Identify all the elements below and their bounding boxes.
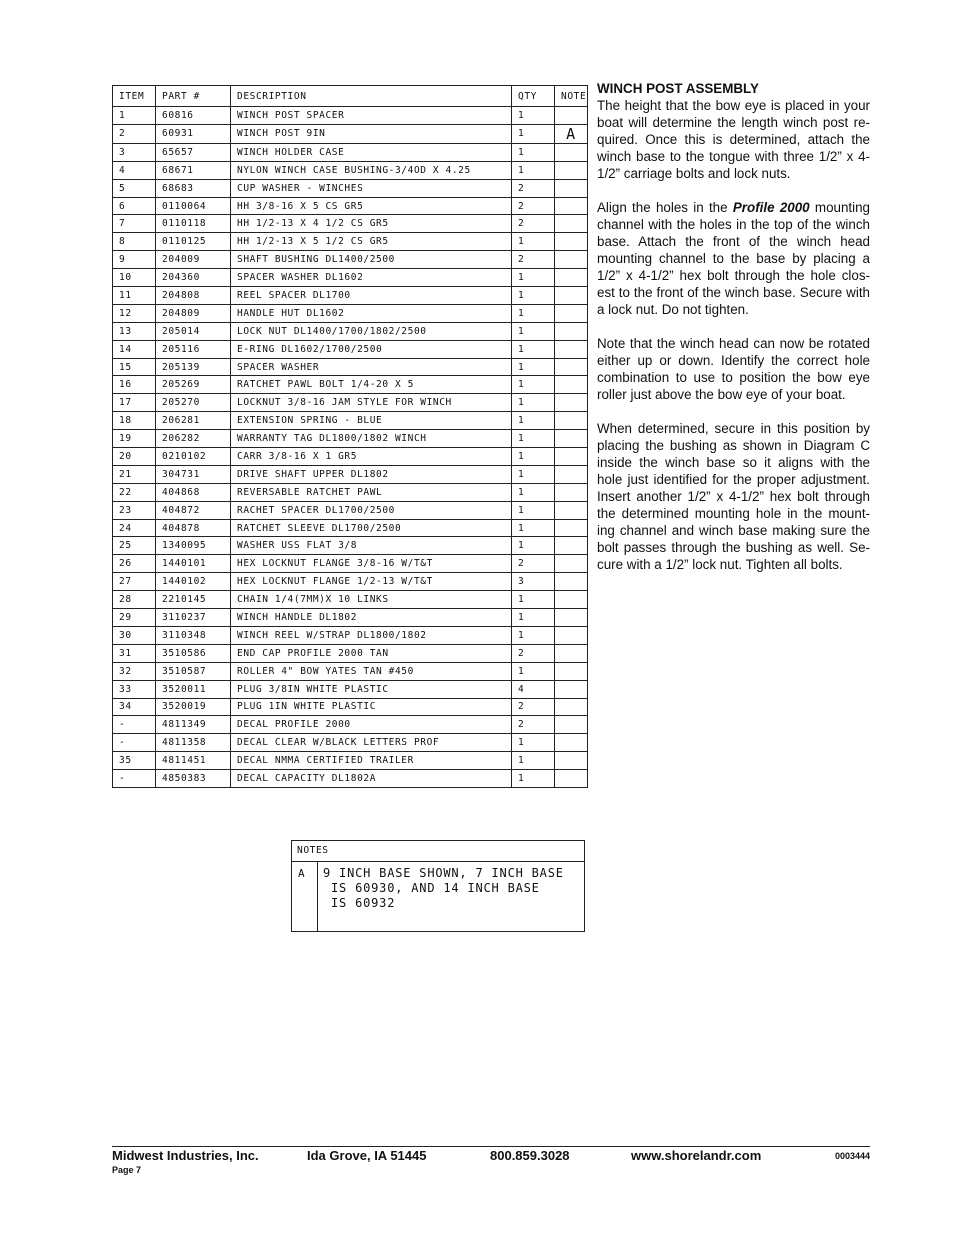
cell-qty: 2 (512, 698, 555, 716)
cell-note (555, 376, 588, 394)
cell-description: SPACER WASHER (231, 358, 512, 376)
footer-city: Ida Grove, IA 51445 (307, 1148, 427, 1163)
cell-note (555, 734, 588, 752)
cell-item: 3 (113, 143, 156, 161)
notes-header: NOTES (292, 841, 584, 862)
cell-description: RATCHET PAWL BOLT 1/4-20 X 5 (231, 376, 512, 394)
cell-note (555, 179, 588, 197)
header-part-number: PART # (156, 86, 231, 107)
table-row (113, 143, 588, 161)
cell-item: 10 (113, 269, 156, 287)
cell-qty: 1 (512, 124, 555, 143)
cell-description: LOCK NUT DL1400/1700/1802/2500 (231, 322, 512, 340)
table-row (113, 483, 588, 501)
cell-note (555, 716, 588, 734)
cell-item: 25 (113, 537, 156, 555)
cell-description: DECAL PROFILE 2000 (231, 716, 512, 734)
cell-description: ROLLER 4" BOW YATES TAN #450 (231, 662, 512, 680)
instructions-paragraph-1: The height that the bow eye is placed in your boat will determine the length winch post re-quired. Once this is determined, attach the winch base to the tongue with three 1/2” x 4-1/2” carriage bolts and lock nuts. (597, 98, 870, 181)
instructions-paragraph-3: Note that the winch head can now be rotated either up or down. Identify the correct hole combination to use to position the bow eye roller just above the bow eye of your boat. (597, 336, 870, 402)
cell-item: 35 (113, 752, 156, 770)
cell-item: 28 (113, 591, 156, 609)
table-row (113, 376, 588, 394)
cell-item: 33 (113, 680, 156, 698)
cell-description: HANDLE HUT DL1602 (231, 304, 512, 322)
cell-qty: 1 (512, 537, 555, 555)
cell-qty: 1 (512, 143, 555, 161)
cell-description: E-RING DL1602/1700/2500 (231, 340, 512, 358)
cell-note (555, 107, 588, 125)
cell-item: 20 (113, 448, 156, 466)
cell-qty: 1 (512, 412, 555, 430)
cell-item: 26 (113, 555, 156, 573)
cell-part-number: 404878 (156, 519, 231, 537)
cell-part-number: 205139 (156, 358, 231, 376)
cell-description: DECAL NMMA CERTIFIED TRAILER (231, 752, 512, 770)
cell-note (555, 358, 588, 376)
table-row (113, 304, 588, 322)
cell-item: 16 (113, 376, 156, 394)
cell-qty: 2 (512, 555, 555, 573)
cell-description: WINCH HOLDER CASE (231, 143, 512, 161)
cell-description: WINCH POST SPACER (231, 107, 512, 125)
parts-table-body (113, 107, 588, 788)
cell-part-number: 4850383 (156, 770, 231, 788)
cell-qty: 1 (512, 376, 555, 394)
cell-note (555, 161, 588, 179)
cell-item: 31 (113, 644, 156, 662)
cell-note (555, 662, 588, 680)
table-row (113, 734, 588, 752)
table-row (113, 698, 588, 716)
table-row (113, 161, 588, 179)
table-row (113, 770, 588, 788)
cell-note (555, 501, 588, 519)
notes-row (292, 862, 584, 931)
cell-qty: 1 (512, 107, 555, 125)
footer-divider (112, 1146, 870, 1147)
table-row (113, 107, 588, 125)
cell-part-number: 1340095 (156, 537, 231, 555)
cell-note (555, 251, 588, 269)
cell-item: 24 (113, 519, 156, 537)
cell-part-number: 206281 (156, 412, 231, 430)
cell-item: 34 (113, 698, 156, 716)
cell-item: 1 (113, 107, 156, 125)
cell-note (555, 644, 588, 662)
header-item: ITEM (113, 86, 156, 107)
cell-description: PLUG 1IN WHITE PLASTIC (231, 698, 512, 716)
table-row (113, 124, 588, 143)
cell-note (555, 555, 588, 573)
cell-note (555, 322, 588, 340)
cell-part-number: 205116 (156, 340, 231, 358)
table-row (113, 501, 588, 519)
cell-description: WINCH HANDLE DL1802 (231, 609, 512, 627)
table-row (113, 573, 588, 591)
cell-item: - (113, 734, 156, 752)
table-row (113, 609, 588, 627)
cell-part-number: 4811349 (156, 716, 231, 734)
cell-item: 5 (113, 179, 156, 197)
cell-note (555, 143, 588, 161)
cell-description: DECAL CAPACITY DL1802A (231, 770, 512, 788)
cell-item: 11 (113, 287, 156, 305)
cell-qty: 1 (512, 161, 555, 179)
table-row (113, 662, 588, 680)
cell-description: HH 1/2-13 X 4 1/2 CS GR5 (231, 215, 512, 233)
cell-part-number: 3520011 (156, 680, 231, 698)
cell-note (555, 233, 588, 251)
cell-item: 2 (113, 124, 156, 143)
cell-note (555, 412, 588, 430)
table-row (113, 251, 588, 269)
cell-part-number: 205269 (156, 376, 231, 394)
cell-note (555, 537, 588, 555)
cell-item: 29 (113, 609, 156, 627)
cell-item: 8 (113, 233, 156, 251)
cell-note (555, 752, 588, 770)
cell-item: 9 (113, 251, 156, 269)
cell-part-number: 0210102 (156, 448, 231, 466)
cell-description: HEX LOCKNUT FLANGE 1/2-13 W/T&T (231, 573, 512, 591)
paragraph-2-start: Align the holes in the (597, 200, 733, 215)
cell-item: 13 (113, 322, 156, 340)
header-description: DESCRIPTION (231, 86, 512, 107)
cell-description: CARR 3/8-16 X 1 GR5 (231, 448, 512, 466)
cell-part-number: 0110118 (156, 215, 231, 233)
cell-description: SPACER WASHER DL1602 (231, 269, 512, 287)
cell-qty: 2 (512, 644, 555, 662)
table-row (113, 358, 588, 376)
cell-qty: 1 (512, 591, 555, 609)
cell-qty: 1 (512, 233, 555, 251)
cell-part-number: 404872 (156, 501, 231, 519)
cell-qty: 1 (512, 465, 555, 483)
cell-description: SHAFT BUSHING DL1400/2500 (231, 251, 512, 269)
cell-description: DRIVE SHAFT UPPER DL1802 (231, 465, 512, 483)
cell-item: 7 (113, 215, 156, 233)
cell-qty: 1 (512, 322, 555, 340)
cell-note (555, 197, 588, 215)
cell-qty: 1 (512, 269, 555, 287)
cell-item: - (113, 716, 156, 734)
cell-description: WARRANTY TAG DL1800/1802 WINCH (231, 430, 512, 448)
cell-part-number: 0110125 (156, 233, 231, 251)
cell-item: 12 (113, 304, 156, 322)
cell-qty: 1 (512, 752, 555, 770)
cell-description: EXTENSION SPRING - BLUE (231, 412, 512, 430)
table-row (113, 430, 588, 448)
paragraph-2-rest: mounting channel with the holes in the top of the winch base. Attach the front of the winch head mounting channel to the base by placing a 1/2” x 4-1/2” hex bolt through the hole clos-est to the front of the winch base. Secure with a lock nut. Do not tighten. (597, 200, 870, 317)
cell-description: HEX LOCKNUT FLANGE 3/8-16 W/T&T (231, 555, 512, 573)
cell-note: A (555, 124, 588, 143)
footer-company: Midwest Industries, Inc. (112, 1148, 259, 1163)
cell-description: DECAL CLEAR W/BLACK LETTERS PROF (231, 734, 512, 752)
cell-qty: 1 (512, 358, 555, 376)
cell-item: 21 (113, 465, 156, 483)
cell-description: LOCKNUT 3/8-16 JAM STYLE FOR WINCH (231, 394, 512, 412)
cell-item: 18 (113, 412, 156, 430)
cell-part-number: 60816 (156, 107, 231, 125)
table-row (113, 555, 588, 573)
cell-part-number: 3520019 (156, 698, 231, 716)
cell-qty: 1 (512, 770, 555, 788)
instructions-paragraph-4: When determined, secure in this position by placing the bushing as shown in Diagram C inside the winch base so it aligns with the hole just identified for the proper adjustment. Insert another 1/2” x 4-1/2” hex bolt through the determined mounting hole in the mount-ing channel and winch base making sure the bolt passes through the bushing as well. Se-cure with a 1/2” lock nut. Tighten all bolts. (597, 421, 870, 572)
cell-qty: 1 (512, 394, 555, 412)
table-row (113, 340, 588, 358)
instructions-section (597, 80, 870, 573)
table-row (113, 465, 588, 483)
cell-item: 19 (113, 430, 156, 448)
cell-qty: 1 (512, 483, 555, 501)
cell-qty: 1 (512, 626, 555, 644)
cell-item: 14 (113, 340, 156, 358)
cell-qty: 1 (512, 519, 555, 537)
cell-description: RACHET SPACER DL1700/2500 (231, 501, 512, 519)
cell-note (555, 394, 588, 412)
table-header-row (113, 86, 588, 107)
cell-part-number: 205270 (156, 394, 231, 412)
cell-part-number: 0110064 (156, 197, 231, 215)
cell-note (555, 287, 588, 305)
notes-box (291, 840, 585, 932)
cell-qty: 1 (512, 287, 555, 305)
cell-qty: 2 (512, 716, 555, 734)
table-row (113, 680, 588, 698)
cell-qty: 2 (512, 251, 555, 269)
cell-note (555, 609, 588, 627)
cell-part-number: 4811358 (156, 734, 231, 752)
table-row (113, 644, 588, 662)
table-row (113, 197, 588, 215)
cell-qty: 1 (512, 609, 555, 627)
cell-note (555, 519, 588, 537)
cell-description: CHAIN 1/4(7MM)X 10 LINKS (231, 591, 512, 609)
cell-part-number: 68683 (156, 179, 231, 197)
table-row (113, 322, 588, 340)
cell-qty: 2 (512, 179, 555, 197)
cell-part-number: 204360 (156, 269, 231, 287)
cell-part-number: 3510587 (156, 662, 231, 680)
cell-description: HH 3/8-16 X 5 CS GR5 (231, 197, 512, 215)
table-row (113, 233, 588, 251)
cell-note (555, 483, 588, 501)
table-row (113, 412, 588, 430)
cell-qty: 1 (512, 501, 555, 519)
table-row (113, 287, 588, 305)
footer-phone: 800.859.3028 (490, 1148, 570, 1163)
cell-note (555, 680, 588, 698)
cell-part-number: 204809 (156, 304, 231, 322)
table-row (113, 626, 588, 644)
cell-qty: 1 (512, 304, 555, 322)
instructions-paragraph-2 (597, 199, 870, 318)
cell-description: WASHER USS FLAT 3/8 (231, 537, 512, 555)
cell-note (555, 215, 588, 233)
table-row (113, 394, 588, 412)
cell-note (555, 770, 588, 788)
cell-item: - (113, 770, 156, 788)
cell-qty: 1 (512, 734, 555, 752)
cell-part-number: 404868 (156, 483, 231, 501)
cell-qty: 2 (512, 215, 555, 233)
table-row (113, 537, 588, 555)
table-row (113, 591, 588, 609)
cell-item: 6 (113, 197, 156, 215)
cell-note (555, 591, 588, 609)
cell-part-number: 205014 (156, 322, 231, 340)
cell-part-number: 204009 (156, 251, 231, 269)
table-row (113, 215, 588, 233)
section-title: WINCH POST ASSEMBLY (597, 81, 759, 96)
cell-description: END CAP PROFILE 2000 TAN (231, 644, 512, 662)
table-row (113, 448, 588, 466)
cell-part-number: 4811451 (156, 752, 231, 770)
cell-note (555, 340, 588, 358)
cell-description: WINCH REEL W/STRAP DL1800/1802 (231, 626, 512, 644)
cell-part-number: 206282 (156, 430, 231, 448)
header-note: NOTE (555, 86, 588, 107)
header-qty: QTY (512, 86, 555, 107)
cell-qty: 1 (512, 340, 555, 358)
cell-part-number: 204808 (156, 287, 231, 305)
cell-description: PLUG 3/8IN WHITE PLASTIC (231, 680, 512, 698)
cell-note (555, 448, 588, 466)
cell-note (555, 269, 588, 287)
cell-note (555, 698, 588, 716)
cell-note (555, 573, 588, 591)
table-row (113, 519, 588, 537)
cell-item: 30 (113, 626, 156, 644)
cell-item: 32 (113, 662, 156, 680)
cell-item: 23 (113, 501, 156, 519)
cell-description: HH 1/2-13 X 5 1/2 CS GR5 (231, 233, 512, 251)
cell-item: 22 (113, 483, 156, 501)
table-row (113, 179, 588, 197)
cell-description: REEL SPACER DL1700 (231, 287, 512, 305)
cell-part-number: 3110348 (156, 626, 231, 644)
product-name: Profile 2000 (732, 200, 810, 215)
table-row (113, 752, 588, 770)
cell-qty: 2 (512, 197, 555, 215)
cell-part-number: 3110237 (156, 609, 231, 627)
footer-page-number: Page 7 (112, 1165, 142, 1175)
cell-qty: 1 (512, 430, 555, 448)
cell-part-number: 1440102 (156, 573, 231, 591)
cell-item: 17 (113, 394, 156, 412)
cell-note (555, 304, 588, 322)
cell-item: 4 (113, 161, 156, 179)
notes-letter: A (292, 862, 318, 931)
cell-part-number: 304731 (156, 465, 231, 483)
table-row (113, 716, 588, 734)
cell-description: CUP WASHER - WINCHES (231, 179, 512, 197)
cell-item: 15 (113, 358, 156, 376)
cell-part-number: 65657 (156, 143, 231, 161)
table-row (113, 269, 588, 287)
notes-text: 9 INCH BASE SHOWN, 7 INCH BASE IS 60930, AND 14 INCH BASE IS 60932 (323, 866, 564, 910)
footer-doc-number: 0003444 (834, 1151, 870, 1161)
cell-description: WINCH POST 9IN (231, 124, 512, 143)
cell-item: 27 (113, 573, 156, 591)
cell-part-number: 68671 (156, 161, 231, 179)
cell-qty: 1 (512, 448, 555, 466)
parts-list-table (112, 85, 588, 788)
cell-note (555, 626, 588, 644)
cell-qty: 4 (512, 680, 555, 698)
cell-description: RATCHET SLEEVE DL1700/2500 (231, 519, 512, 537)
cell-description: NYLON WINCH CASE BUSHING-3/4OD X 4.25 (231, 161, 512, 179)
footer-website: www.shorelandr.com (631, 1148, 762, 1163)
cell-note (555, 465, 588, 483)
cell-part-number: 3510586 (156, 644, 231, 662)
cell-part-number: 1440101 (156, 555, 231, 573)
cell-qty: 3 (512, 573, 555, 591)
cell-qty: 1 (512, 662, 555, 680)
cell-note (555, 430, 588, 448)
cell-part-number: 2210145 (156, 591, 231, 609)
cell-part-number: 60931 (156, 124, 231, 143)
cell-description: REVERSABLE RATCHET PAWL (231, 483, 512, 501)
